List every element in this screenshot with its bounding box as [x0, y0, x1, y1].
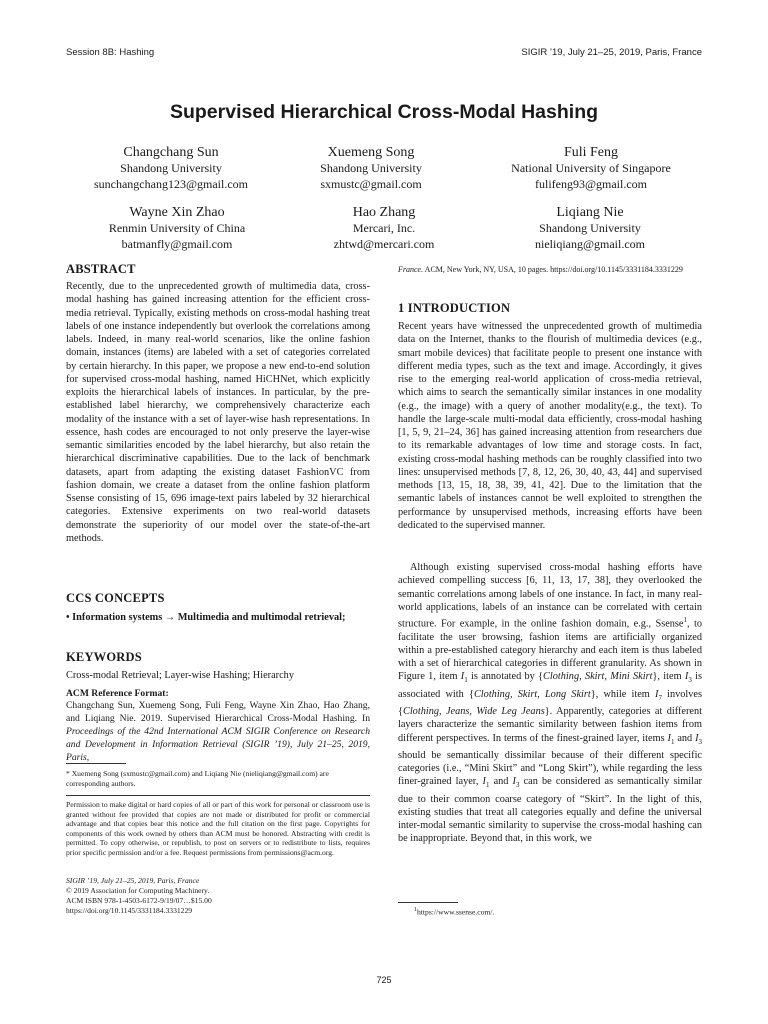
- reference-format-heading: ACM Reference Format:: [66, 688, 169, 699]
- reference-continued-plain: ACM, New York, NY, USA, 10 pages. https://doi.org/10.1145/3331184.3331229: [423, 265, 683, 274]
- text-run: involves {: [398, 688, 703, 718]
- math-subscript: 3: [698, 737, 703, 746]
- permission-isbn: ACM ISBN 978-1-4503-6172-9/19/07…$15.00: [66, 896, 212, 905]
- keywords-heading: KEYWORDS: [66, 650, 142, 664]
- author-affiliation: Shandong University: [539, 221, 641, 235]
- introduction-paragraph-1: Recent years have witnessed the unprecedented growth of multimedia data on the Internet, thanks to the flourish of multimedia devices (e.g., smart mobile devices) that facilitate people to present one instance with different media types, such as the text and image. Accordingly, it gives rise to the emerging real-world application of cross-media retrieval, which aims to search the semantically similar instances in one modality (e.g., the image) with a query of another modality(e.g., the text). To handle the large-scale multi-modal data efficiently, cross-modal hashing [1, 5, 9, 21–24, 36] has gained increasing attention from researchers due to its remarkable advantages of low time and storage costs. In fact, existing cross-modal hashing methods can be roughly classified into two lines: unsupervised methods [7, 8, 12, 26, 30, 40, 43, 44] and supervised methods [13, 15, 18, 38, 39, 41, 42]. Due to the limitation that the semantic labels of instances cannot be well exploited to strengthen the performance by unsupervised methods, increasing efforts have been dedicated to the supervised manner.: [398, 321, 702, 531]
- text-run: }. Apparently, categories at different layers characterize the semantic similarity between fashion items from different perspectives. In terms of the finest-grained layer, items: [398, 706, 702, 744]
- reference-italic: Proceedings of the 42nd International ACM SIGIR Conference on Research and Development in Information Retrieval (SIGIR ’19), July 21–25, 2019, Paris,: [66, 725, 370, 763]
- footnote-marker: 1: [683, 616, 688, 624]
- author-name: Wayne Xin Zhao: [129, 205, 225, 220]
- text-run: and: [674, 732, 696, 744]
- session-label: Session 8B: Hashing: [66, 47, 155, 58]
- author-affiliation: National University of Singapore: [511, 161, 671, 175]
- math-subscript: 1: [485, 781, 490, 790]
- ssense-link[interactable]: https://www.ssense.com/.: [417, 907, 495, 917]
- category-set: Clothing, Jeans, Wide Leg Jeans: [402, 706, 545, 718]
- category-set: Clothing, Skirt, Long Skirt: [473, 688, 591, 700]
- author-email: sunchangchang123@gmail.com: [93, 176, 248, 191]
- author-email: zhtwd@mercari.com: [333, 236, 435, 251]
- author-block: [251, 144, 491, 192]
- reference-plain: Changchang Sun, Xuemeng Song, Fuli Feng, Wayne Xin Zhao, Hao Zhang, and Liqiang Nie. 2019. Supervised Hierarchical Cross-Modal Hashing. In: [66, 700, 370, 724]
- author-affiliation: Shandong University: [120, 161, 222, 175]
- math-item: I: [667, 732, 671, 744]
- author-name: Fuli Feng: [563, 145, 619, 160]
- permission-text: Permission to make digital or hard copies of all or part of this work for personal or classroom use is granted without fee provided that copies are not made or distributed for profit or commercial advantage and that copies bear this notice and the full citation on the first page. Copyrights for components of this work owned by others than ACM must be honored. Abstracting with credit is permitted. To copy otherwise, or republish, to post on servers or to redistribute to lists, requires prior specific permission and/or a fee. Request permissions from permissions@acm.org.: [66, 800, 370, 857]
- author-block: [264, 204, 504, 252]
- reference-continued-italic: France.: [398, 265, 424, 274]
- text-run: is associated with {: [398, 671, 702, 700]
- author-email: fulifeng93@gmail.com: [534, 176, 648, 191]
- introduction-paragraph-2: [398, 561, 702, 846]
- page-number: 725: [376, 975, 392, 985]
- text-run: Although existing supervised cross-modal hashing efforts have achieved compelling success [6, 11, 13, 17, 38], they overlooked the semantic correlations among labels of one instance. In fact, in many real-world applications, labels of an instance can be correlated with certain structure. For example, in the online fashion domain, e.g., Ssense: [398, 562, 702, 630]
- author-affiliation: Mercari, Inc.: [352, 221, 416, 235]
- text-run: and: [489, 776, 513, 788]
- author-name: Changchang Sun: [123, 145, 219, 160]
- author-name: Hao Zhang: [352, 205, 416, 220]
- reference-continued: [398, 265, 702, 276]
- author-email: nieliqiang@gmail.com: [534, 236, 646, 251]
- author-email: sxmustc@gmail.com: [320, 176, 422, 191]
- math-subscript: 1: [464, 676, 468, 685]
- author-email: batmanfly@gmail.com: [121, 236, 233, 251]
- footnote-marker: 1: [414, 907, 417, 913]
- math-item: I: [695, 732, 699, 744]
- math-item: I: [655, 688, 659, 700]
- text-run: is annotated by {: [467, 671, 544, 683]
- permission-doi: https://doi.org/10.1145/3331184.3331229: [66, 906, 193, 915]
- paper-title: Supervised Hierarchical Cross-Modal Hashing: [169, 101, 599, 123]
- introduction-heading: 1 INTRODUCTION: [398, 301, 511, 315]
- abstract-text: Recently, due to the unprecedented growth of multimedia data, cross-modal hashing has gained increasing attention for the efficient cross-media retrieval. Typically, existing methods on cross-modal hashing treat labels of one instance independently but overlook the correlations among labels. Indeed, in many real-world scenarios, like the online fashion domain, instances (items) are labeled with a set of categories correlated by certain hierarchy. In this paper, we propose a new end-to-end solution for supervised cross-modal hashing, named HiCHNet, which explicitly exploits the hierarchical labels of instances. In particular, by the pre-established label hierarchy, we comprehensively characterize each modality of the instance with a set of layer-wise hash representations. In essence, hash codes are encouraged to not only preserve the layer-wise semantic similarities encoded by the label hierarchy, but also retain the hierarchical discriminative capabilities. Due to the lack of benchmark datasets, apart from adapting the existing dataset FashionVC from fashion domain, we create a dataset from the online fashion platform Ssense consisting of 15, 696 image-text pairs labeled by 32 hierarchical categories. Extensive experiments on two real-world datasets demonstrate the superiority of our model over the state-of-the-art methods.: [66, 281, 370, 544]
- math-item: I: [482, 776, 486, 788]
- author-block: [57, 204, 297, 252]
- permission-venue: SIGIR ’19, July 21–25, 2019, Paris, France: [66, 876, 200, 885]
- text-run: }, while item: [590, 688, 655, 700]
- conference-label: SIGIR ’19, July 21–25, 2019, Paris, France: [521, 47, 702, 58]
- author-block: [471, 144, 711, 192]
- reference-format-text: [66, 700, 370, 765]
- math-subscript: 3: [515, 781, 520, 790]
- permission-copyright: © 2019 Association for Computing Machinery.: [66, 886, 210, 895]
- math-item: I: [512, 776, 516, 788]
- permission-divider: [66, 795, 370, 796]
- ccs-text: • Information systems → Multimedia and multimodal retrieval;: [66, 612, 346, 623]
- author-affiliation: Renmin University of China: [108, 221, 246, 235]
- running-head: [66, 47, 702, 61]
- author-block: [470, 204, 710, 252]
- author-name: Xuemeng Song: [327, 145, 415, 160]
- abstract-heading: ABSTRACT: [66, 262, 136, 276]
- footnote-divider: [398, 902, 458, 903]
- math-item: I: [684, 671, 689, 683]
- author-name: Liqiang Nie: [556, 205, 624, 220]
- text-run: can be considered as semantically similar due to their common coarse category of “Skirt”. In the light of this, existing studies that treat all categories equally and define the universal inter-modal semantic similarity to supervise the cross-modal hashing can be inappropriate. Beyond that, in this work, we: [398, 776, 702, 845]
- url-footnote: [414, 906, 702, 917]
- text-run: should be semantically dissimilar because of their different specific categories (i.e., “Mini Skirt” and “Long Skirt”), while regarding the less finer-grained layer,: [398, 749, 702, 788]
- math-subscript: 7: [658, 693, 662, 702]
- keywords-text: Cross-modal Retrieval; Layer-wise Hashing; Hierarchy: [66, 670, 294, 681]
- footnote-divider: [66, 763, 126, 764]
- math-item: I: [460, 671, 465, 683]
- text-run: }, item: [652, 671, 685, 683]
- category-set: Clothing, Skirt, Mini Skirt: [543, 671, 653, 683]
- ccs-heading: CCS CONCEPTS: [66, 591, 165, 605]
- author-affiliation: Shandong University: [320, 161, 422, 175]
- math-subscript: 1: [670, 737, 675, 746]
- math-subscript: 3: [688, 676, 692, 685]
- text-run: , to facilitate the user browsing, fashion items are artificially organized within a pre-established category hierarchy and each item is thus labeled with a set of hierarchical categories in different granularity. As shown in Figure 1, item: [398, 618, 702, 683]
- corresponding-footnote: * Xuemeng Song (sxmustc@gmail.com) and Liqiang Nie (nieliqiang@gmail.com) are corresponding authors.: [66, 769, 329, 788]
